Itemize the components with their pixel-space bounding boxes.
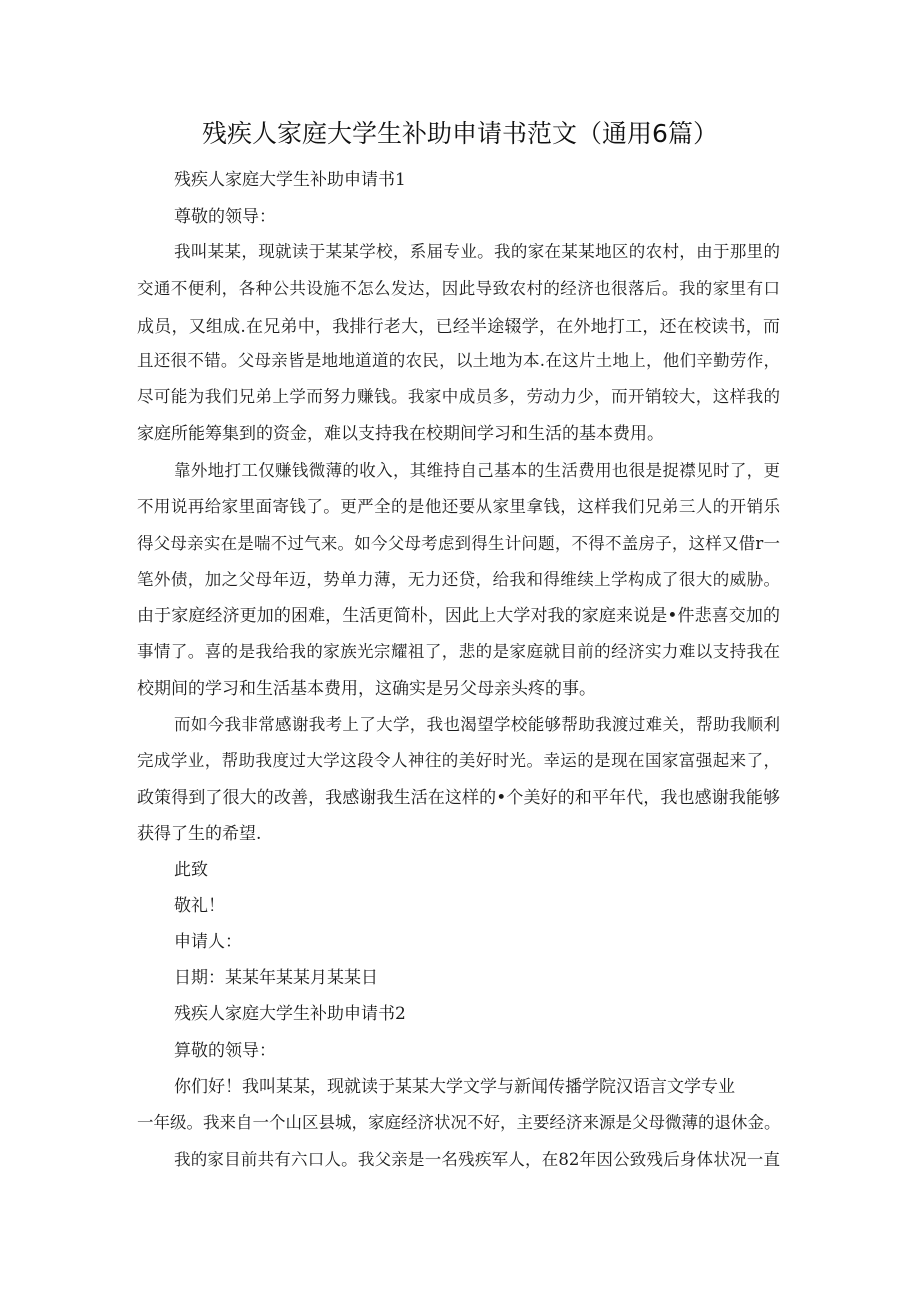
- letter1-p1-line: 交通不便利，各种公共设施不怎么发达，因此导致农村的经济也很落后。我的家里有口: [137, 279, 780, 298]
- letter1-p2-line: 校期间的学习和生活基本费用，这确实是另父母亲头疼的事。: [137, 679, 596, 699]
- letter2-p2-line: 我的家目前共有六口人。我父亲是一名残疾军人，在82年因公致残后身体状况一直: [174, 1150, 780, 1169]
- letter2-salutation: 算敬的领导：: [174, 1041, 276, 1061]
- letter1-p2-line: 靠外地打工仅赚钱微薄的收入，其维持自己基本的生活费用也很是捉襟见时了，更: [174, 461, 780, 480]
- letter1-p2-line: 不用说再给家里面寄钱了。更严全的是他还要从家里拿钱，这样我们兄弟三人的开销乐: [137, 497, 780, 516]
- letter1-p2-line: 笔外债，加之父母年迈，势单力薄，无力还贷，给我和得维续上学构成了很大的威胁。: [137, 570, 780, 589]
- letter2-p1-line: 一年级。我来自一个山区县城，家庭经济状况不好，主要经济来源是父母微薄的退休金。: [137, 1113, 781, 1132]
- letter1-p1-line: 尽可能为我们兄弟上学而努力赚钱。我家中成员多，劳动力少，而开销较大，这样我的: [137, 387, 780, 406]
- letter1-p1-line: 家庭所能筹集到的资金，难以支持我在校期间学习和生活的基本费用。: [137, 424, 664, 444]
- letter2-p1-line: 你们好！我叫某某，现就读于某某大学文学与新闻传播学院汉语言文学专业: [174, 1077, 735, 1097]
- letter1-p3-line: 完成学业，帮助我度过大学这段令人神往的美好时光。幸运的是现在国家富强起来了，: [137, 751, 780, 770]
- letter1-date: 日期：某某年某某月某某日: [174, 968, 378, 988]
- letter1-p3-line: 政策得到了很大的改善，我感谢我生活在这样的•个美好的和平年代，我也感谢我能够: [137, 788, 780, 808]
- letter1-p2-line: 事情了。喜的是我给我的家族光宗耀祖了，悲的是家庭就目前的经济实力难以支持我在: [137, 642, 780, 661]
- letter1-applicant: 申请人：: [174, 932, 242, 952]
- letter1-p2-line: 得父母亲实在是喘不过气来。如今父母考虑到得生计问题，不得不盖房子，这样又借r一: [137, 534, 780, 553]
- letter1-closing-line2: 敬礼！: [174, 896, 225, 916]
- letter1-salutation: 尊敬的领导：: [174, 207, 276, 227]
- letter1-p3-line: 获得了生的希望.: [137, 824, 262, 844]
- letter1-p1-line: 且还很不错。父母亲皆是地地道道的农民，以土地为本.在这片土地上，他们辛勤劳作，: [137, 351, 780, 370]
- letter1-heading: 残疾人家庭大学生补助申请书1: [174, 170, 406, 190]
- letter1-p1-line: 我叫某某，现就读于某某学校，系届专业。我的家在某某地区的农村，由于那里的: [174, 242, 780, 261]
- letter1-p3-line: 而如今我非常感谢我考上了大学，我也渴望学校能够帮助我渡过难关，帮助我顺利: [174, 715, 780, 734]
- letter2-heading: 残疾人家庭大学生补助申请书2: [174, 1004, 406, 1024]
- letter1-p1-line: 成员，又组成.在兄弟中，我排行老大，已经半途辍学，在外地打工，还在校读书，而: [137, 317, 780, 337]
- letter1-closing-line1: 此致: [174, 860, 208, 880]
- letter1-p2-line: 由于家庭经济更加的困难，生活更简朴，因此上大学对我的家庭来说是•件悲喜交加的: [137, 606, 780, 626]
- document-title: 残疾人家庭大学生补助申请书范文（通用6篇）: [202, 119, 718, 148]
